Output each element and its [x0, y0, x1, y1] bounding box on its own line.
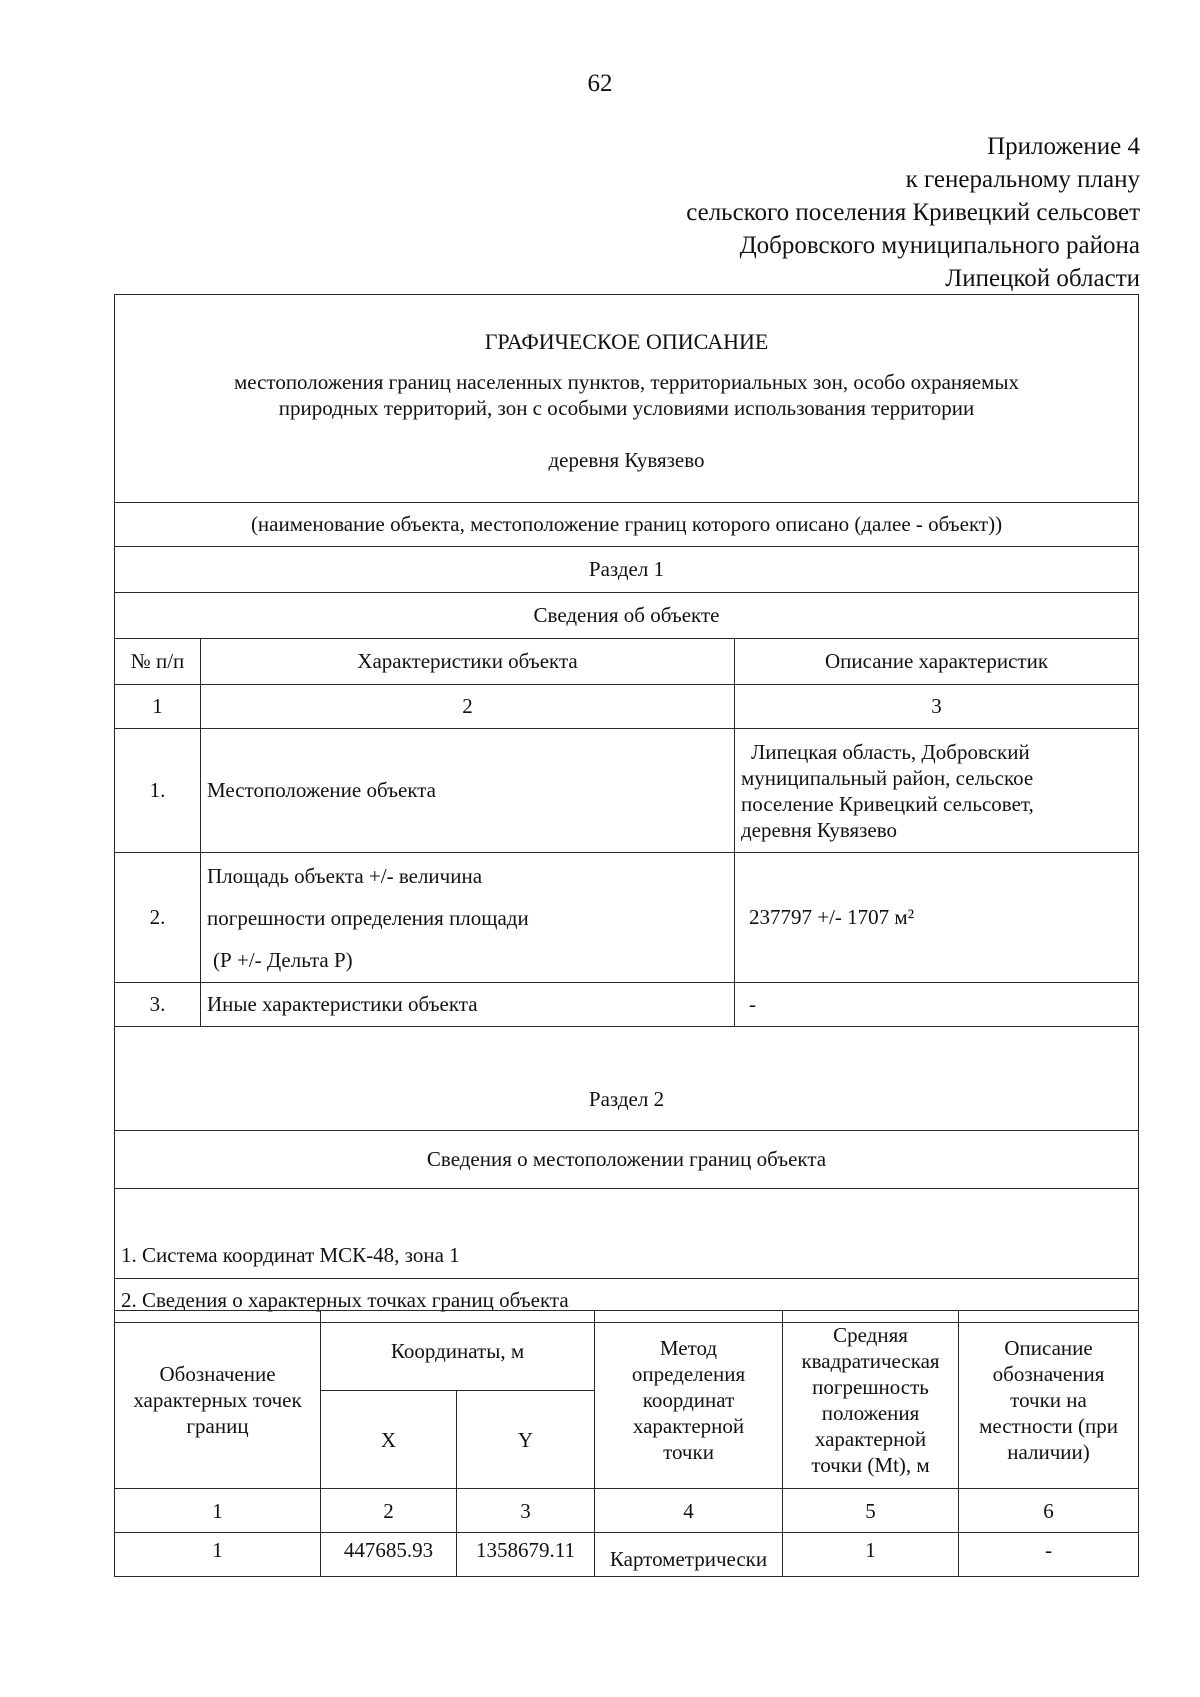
- appendix-line: Липецкой области: [945, 265, 1140, 292]
- row-number: 3.: [115, 983, 201, 1027]
- header-line: положения: [821, 1400, 920, 1425]
- appendix-line: сельского поселения Кривецкий сельсовет: [686, 199, 1140, 226]
- header-line: определения: [631, 1361, 746, 1386]
- header-line: Метод: [659, 1335, 718, 1360]
- column-number: 2: [321, 1489, 457, 1533]
- header-line: координат: [642, 1387, 735, 1412]
- boundary-points-table: [114, 1310, 1139, 1577]
- row-characteristic: [201, 853, 735, 983]
- header-line: границ: [186, 1413, 249, 1438]
- description-line: Липецкая область, Добровский: [751, 739, 1030, 764]
- header-line: квадратическая: [801, 1348, 940, 1373]
- column-number: 1: [115, 1489, 321, 1533]
- document-title: ГРАФИЧЕСКОЕ ОПИСАНИЕ: [484, 328, 769, 354]
- column-number: 3: [735, 685, 1139, 729]
- column-header: № п/п: [115, 639, 201, 685]
- column-header: Описание характеристик: [735, 639, 1139, 685]
- description-line: муниципальный район, сельское: [741, 765, 1034, 790]
- points-caption: 2. Сведения о характерных точках границ объекта: [115, 1279, 1139, 1323]
- header-line: погрешность: [812, 1374, 929, 1399]
- point-method: Картометрически: [595, 1533, 783, 1577]
- section2-title: Раздел 2: [115, 1027, 1139, 1131]
- row-number: 2.: [115, 853, 201, 983]
- table-row: [115, 1533, 1139, 1577]
- column-number: 6: [959, 1489, 1139, 1533]
- document-subtitle-line: местоположения границ населенных пунктов, территориальных зон, особо охраняемых: [233, 369, 1020, 394]
- point-designation: 1: [115, 1533, 321, 1577]
- description-header: [959, 1311, 1139, 1489]
- characteristic-line: погрешности определения площади: [207, 905, 529, 930]
- column-number: 3: [457, 1489, 595, 1533]
- x-header: X: [321, 1391, 457, 1489]
- table-row: [115, 983, 1139, 1027]
- column-header: Характеристики объекта: [201, 639, 735, 685]
- header-line: наличии): [1007, 1439, 1090, 1464]
- designation-header: [115, 1311, 321, 1489]
- row-description: -: [735, 983, 1139, 1027]
- header-line: обозначения: [992, 1361, 1105, 1386]
- method-header: [595, 1311, 783, 1489]
- coordinates-header: Координаты, м: [321, 1311, 595, 1391]
- row-number: 1.: [115, 729, 201, 853]
- row-characteristic: Иные характеристики объекта: [201, 983, 735, 1027]
- header-line: Обозначение: [159, 1361, 276, 1386]
- section1-title: Раздел 1: [115, 547, 1139, 593]
- graphic-description-table: [114, 294, 1139, 1323]
- table-row: [115, 853, 1139, 983]
- section2-subtitle: Сведения о местоположении границ объекта: [115, 1131, 1139, 1189]
- appendix-line: Добровского муниципального района: [739, 232, 1140, 259]
- page-number: 62: [587, 70, 613, 97]
- characteristic-line: Площадь объекта +/- величина: [207, 863, 483, 888]
- header-line: характерной: [632, 1413, 745, 1438]
- header-line: характерных точек: [133, 1387, 302, 1412]
- point-error: 1: [783, 1533, 959, 1577]
- characteristic-line: (Р +/- Дельта Р): [213, 947, 353, 972]
- point-y: 1358679.11: [457, 1533, 595, 1577]
- description-line: деревня Кувязево: [741, 817, 898, 842]
- row-description: [735, 729, 1139, 853]
- title-cell: [115, 295, 1139, 503]
- header-line: характерной: [814, 1426, 927, 1451]
- point-x: 447685.93: [321, 1533, 457, 1577]
- document-subtitle-line: природных территорий, зон с особыми условиями использования территории: [278, 395, 975, 420]
- column-number: 4: [595, 1489, 783, 1533]
- point-description: -: [959, 1533, 1139, 1577]
- header-line: точки: [663, 1439, 714, 1464]
- error-header: [783, 1311, 959, 1489]
- table-row: [115, 729, 1139, 853]
- appendix-line: Приложение 4: [987, 133, 1140, 160]
- section1-subtitle: Сведения об объекте: [115, 593, 1139, 639]
- column-number: 5: [783, 1489, 959, 1533]
- header-line: Средняя: [833, 1322, 908, 1347]
- row-description: 237797 +/- 1707 м²: [735, 853, 1139, 983]
- header-line: Описание: [1004, 1335, 1093, 1360]
- column-number: 2: [201, 685, 735, 729]
- row-characteristic: Местоположение объекта: [201, 729, 735, 853]
- appendix-line: к генеральному плану: [905, 166, 1140, 193]
- y-header: Y: [457, 1391, 595, 1489]
- appendix-block: [686, 130, 1140, 295]
- description-line: поселение Кривецкий сельсовет,: [741, 791, 1034, 816]
- header-line: местности (при: [979, 1413, 1118, 1438]
- object-name: деревня Кувязево: [548, 447, 705, 472]
- header-line: точки на: [1010, 1387, 1087, 1412]
- column-number: 1: [115, 685, 201, 729]
- object-caption: (наименование объекта, местоположение границ которого описано (далее - объект)): [115, 503, 1139, 547]
- coordinate-system: 1. Система координат МСК-48, зона 1: [115, 1189, 1139, 1279]
- header-line: точки (Mt), м: [811, 1452, 930, 1477]
